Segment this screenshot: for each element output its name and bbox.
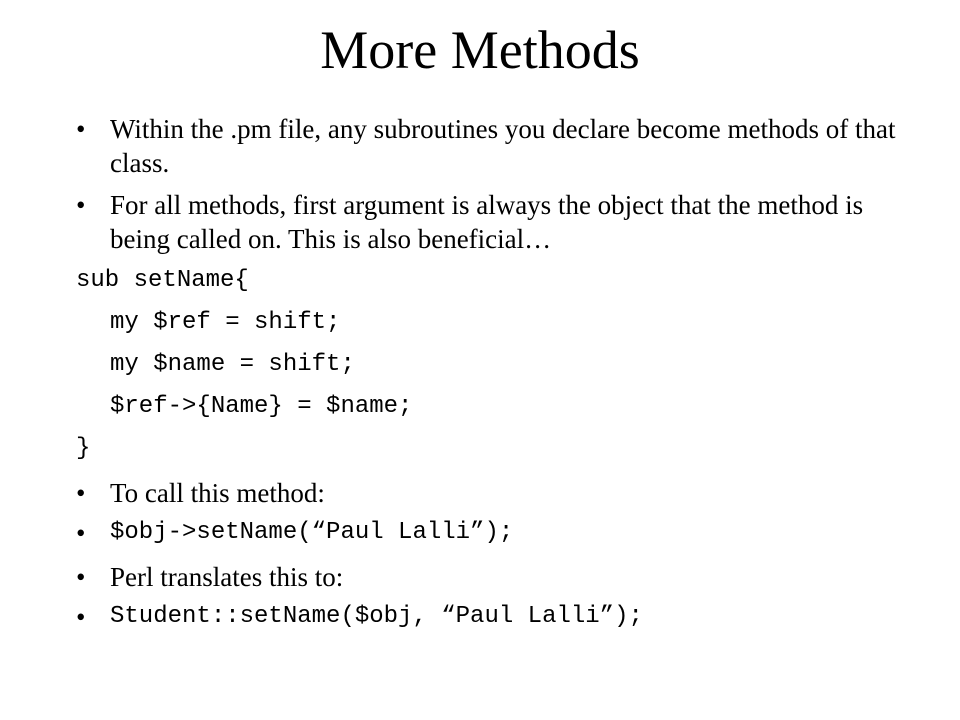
- code-line: $ref->{Name} = $name;: [110, 393, 413, 420]
- bullet-icon: •: [76, 602, 86, 632]
- bullet-icon: •: [76, 478, 86, 508]
- code-line: }: [76, 435, 91, 462]
- bullet-icon: •: [76, 518, 86, 548]
- bullet-item-subroutines: [76, 112, 896, 180]
- bullet-item-first-argument: [76, 188, 896, 256]
- bullet-text: Perl translates this to:: [110, 562, 344, 592]
- code-text: $obj->setName(“Paul Lalli”);: [110, 519, 514, 546]
- bullet-item-translate-heading: [76, 560, 896, 594]
- bullet-icon: •: [76, 190, 86, 220]
- bullet-icon: •: [76, 114, 86, 144]
- bullet-text: For all methods, first argument is always the object that the method is being called on. This is also beneficial…: [110, 190, 864, 254]
- slide-title: More Methods: [320, 20, 640, 80]
- bullet-item-call-heading: [76, 476, 896, 510]
- code-line: my $ref = shift;: [110, 309, 341, 336]
- code-line: my $name = shift;: [110, 351, 355, 378]
- code-line: sub setName{: [76, 267, 249, 294]
- bullet-item-call-code: [76, 518, 896, 548]
- bullet-text: To call this method:: [110, 478, 325, 508]
- bullet-icon: •: [76, 562, 86, 592]
- bullet-item-translate-code: [76, 602, 896, 632]
- bullet-text: Within the .pm file, any subroutines you declare become methods of that class.: [110, 114, 896, 178]
- code-text: Student::setName($obj, “Paul Lalli”);: [110, 603, 643, 630]
